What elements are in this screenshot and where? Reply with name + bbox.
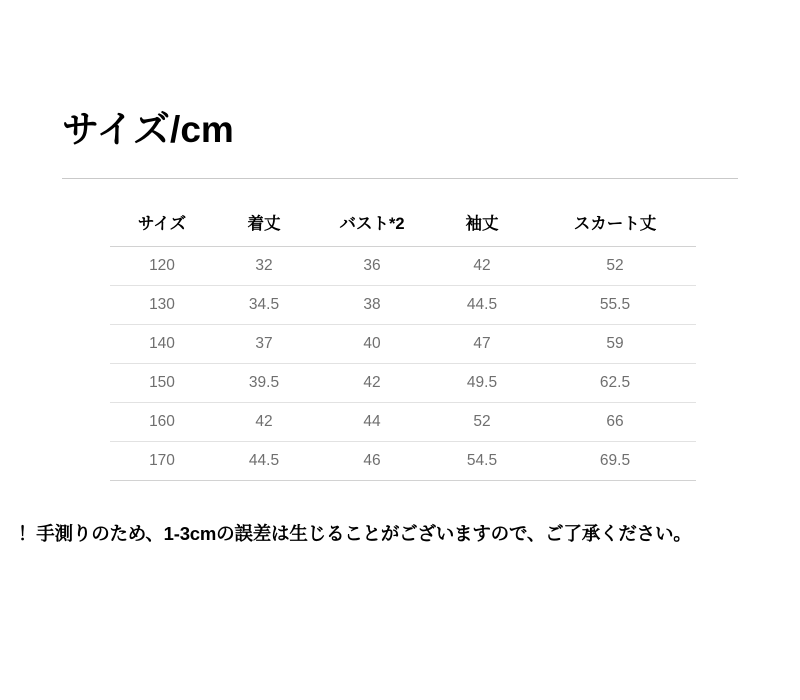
cell-length: 39.5 <box>214 364 314 403</box>
cell-sleeve: 52 <box>430 403 534 442</box>
cell-size: 120 <box>110 247 214 286</box>
cell-bust: 40 <box>314 325 430 364</box>
cell-sleeve: 42 <box>430 247 534 286</box>
size-table <box>110 200 696 481</box>
cell-length: 44.5 <box>214 442 314 481</box>
cell-size: 160 <box>110 403 214 442</box>
column-header-sleeve: 袖丈 <box>430 200 534 247</box>
cell-bust: 36 <box>314 247 430 286</box>
cell-sleeve: 54.5 <box>430 442 534 481</box>
table-row <box>110 442 696 481</box>
column-header-bust: バスト*2 <box>314 200 430 247</box>
cell-bust: 38 <box>314 286 430 325</box>
cell-size: 140 <box>110 325 214 364</box>
cell-length: 34.5 <box>214 286 314 325</box>
cell-length: 42 <box>214 403 314 442</box>
cell-length: 32 <box>214 247 314 286</box>
table-row <box>110 364 696 403</box>
table-row <box>110 247 696 286</box>
cell-skirt: 59 <box>534 325 696 364</box>
cell-size: 150 <box>110 364 214 403</box>
title-divider <box>62 178 738 179</box>
cell-sleeve: 47 <box>430 325 534 364</box>
table-row <box>110 286 696 325</box>
cell-bust: 44 <box>314 403 430 442</box>
cell-sleeve: 49.5 <box>430 364 534 403</box>
table-row <box>110 403 696 442</box>
cell-bust: 46 <box>314 442 430 481</box>
column-header-length: 着丈 <box>214 200 314 247</box>
cell-skirt: 55.5 <box>534 286 696 325</box>
column-header-size: サイズ <box>110 200 214 247</box>
size-table-container <box>110 200 696 481</box>
page-title: サイズ/cm <box>62 109 234 150</box>
cell-size: 130 <box>110 286 214 325</box>
table-header-row <box>110 200 696 247</box>
cell-skirt: 66 <box>534 403 696 442</box>
cell-sleeve: 44.5 <box>430 286 534 325</box>
column-header-skirt: スカート丈 <box>534 200 696 247</box>
table-row <box>110 325 696 364</box>
cell-skirt: 62.5 <box>534 364 696 403</box>
cell-length: 37 <box>214 325 314 364</box>
cell-size: 170 <box>110 442 214 481</box>
cell-skirt: 69.5 <box>534 442 696 481</box>
measurement-disclaimer: ！手測りのため、1-3cmの誤差は生じることがございますので、ご了承ください。 <box>18 523 692 544</box>
cell-skirt: 52 <box>534 247 696 286</box>
cell-bust: 42 <box>314 364 430 403</box>
